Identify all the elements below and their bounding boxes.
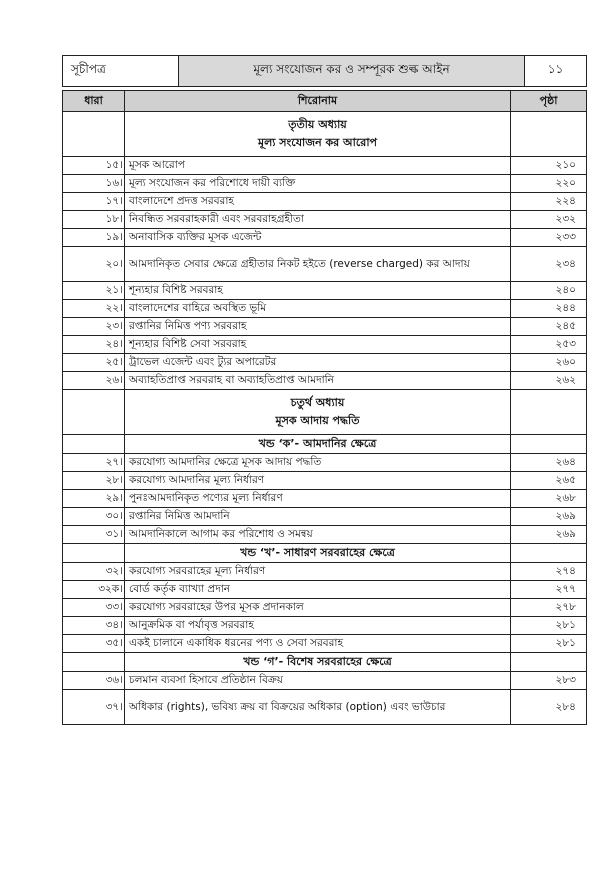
- column-header-page: পৃষ্ঠা: [511, 91, 587, 112]
- part-ka-heading: খন্ড ‘ক’- আমদানির ক্ষেত্রে: [125, 435, 511, 454]
- empty-cell: [511, 112, 587, 157]
- section-title: মূল্য সংযোজন কর পরিশোধে দায়ী ব্যক্তি: [125, 175, 511, 193]
- empty-cell: [63, 390, 125, 435]
- section-title: আমদানিকৃত সেবার ক্ষেত্রে গ্রহীতার নিকট হইতে (reverse charged) কর আদায়: [125, 247, 511, 282]
- empty-cell: [511, 435, 587, 454]
- page-number: ২৪৫: [511, 318, 587, 336]
- chapter-4-heading-row: [63, 390, 587, 435]
- empty-cell: [511, 544, 587, 563]
- section-number: ১৬।: [63, 175, 125, 193]
- chapter-3-heading: [125, 112, 511, 157]
- section-title: অধিকার (rights), ভবিষ্য ক্রয় বা বিক্রয়ের অধিকার (option) এবং ভাউচার: [125, 690, 511, 725]
- page-number: ২৬৯: [511, 508, 587, 526]
- toc-row[interactable]: [63, 300, 587, 318]
- toc-row[interactable]: [63, 193, 587, 211]
- page-number: ২৮৩: [511, 672, 587, 690]
- empty-cell: [63, 544, 125, 563]
- page-number: ২৮৪: [511, 690, 587, 725]
- header-page-number: ১১: [547, 62, 564, 76]
- page-number: ২৬৫: [511, 472, 587, 490]
- section-number: ১৫।: [63, 157, 125, 175]
- toc-header-row: [63, 91, 587, 112]
- page-number: ২১০: [511, 157, 587, 175]
- section-title: চলমান ব্যবসা হিসাবে প্রতিষ্ঠান বিক্রয়: [125, 672, 511, 690]
- part-kha-heading: খন্ড ‘খ’- সাধারণ সরবরাহের ক্ষেত্রে: [125, 544, 511, 563]
- toc-row[interactable]: [63, 211, 587, 229]
- toc-row[interactable]: [63, 617, 587, 635]
- page-number: ২৬৪: [511, 454, 587, 472]
- chapter-3-heading-row: [63, 112, 587, 157]
- page-number: ২৬২: [511, 372, 587, 390]
- page-number: ২৪০: [511, 282, 587, 300]
- toc-row[interactable]: [63, 282, 587, 300]
- section-title: নিবন্ধিত সরবরাহকারী এবং সরবরাহগ্রহীতা: [125, 211, 511, 229]
- page-number: ২৬৯: [511, 526, 587, 544]
- empty-cell: [63, 112, 125, 157]
- section-number: ২৬।: [63, 372, 125, 390]
- chapter-3-number: তৃতীয় অধ্যায়: [288, 118, 347, 131]
- toc-row[interactable]: [63, 508, 587, 526]
- empty-cell: [511, 653, 587, 672]
- toc-row[interactable]: [63, 336, 587, 354]
- column-header-title: শিরোনাম: [125, 91, 511, 112]
- section-number: ১৯।: [63, 229, 125, 247]
- section-number: ৩৩।: [63, 599, 125, 617]
- page-number: ২৪৪: [511, 300, 587, 318]
- toc-row[interactable]: [63, 354, 587, 372]
- toc-row[interactable]: [63, 490, 587, 508]
- column-header-section: ধারা: [63, 91, 125, 112]
- section-number: ২৯।: [63, 490, 125, 508]
- chapter-4-title: মূসক আদায় পদ্ধতি: [275, 414, 360, 427]
- empty-cell: [63, 653, 125, 672]
- toc-row[interactable]: [63, 157, 587, 175]
- section-number: ১৮।: [63, 211, 125, 229]
- page-number: ২৩২: [511, 211, 587, 229]
- header-section-label: সূচীপত্র: [63, 56, 179, 86]
- section-number: ১৭।: [63, 193, 125, 211]
- chapter-3-title: মূল্য সংযোজন কর আরোপ: [257, 136, 378, 149]
- section-title: শূন্যহার বিশিষ্ট সেবা সরবরাহ: [125, 336, 511, 354]
- section-number: ২৫।: [63, 354, 125, 372]
- empty-cell: [511, 390, 587, 435]
- section-title: করযোগ্য সরবরাহের মূল্য নির্ধারণ: [125, 563, 511, 581]
- section-title: আনুক্রমিক বা পর্যাবৃত্ত সরবরাহ: [125, 617, 511, 635]
- section-title: রপ্তানির নিমিত্ত আমদানি: [125, 508, 511, 526]
- toc-row[interactable]: [63, 563, 587, 581]
- section-number: ৩৬।: [63, 672, 125, 690]
- section-title: শূন্যহার বিশিষ্ট সরবরাহ: [125, 282, 511, 300]
- page-number: ২২০: [511, 175, 587, 193]
- section-title: অব্যাহতিপ্রাপ্ত সরবরাহ বা অব্যাহতিপ্রাপ্ত আমদানি: [125, 372, 511, 390]
- section-number: ২৪।: [63, 336, 125, 354]
- chapter-4-number: চতুর্থ অধ্যায়: [290, 396, 345, 409]
- toc-row[interactable]: [63, 526, 587, 544]
- page-number: ২৬৮: [511, 490, 587, 508]
- section-number: ২০।: [63, 247, 125, 282]
- toc-row[interactable]: [63, 175, 587, 193]
- section-title: আমদানিকালে আগাম কর পরিশোধ ও সমন্বয়: [125, 526, 511, 544]
- section-number: ২৩।: [63, 318, 125, 336]
- section-title: ট্রাভেল এজেন্ট এবং ট্যুর অপারেটর: [125, 354, 511, 372]
- section-title: করযোগ্য সরবরাহের উপর মূসক প্রদানকাল: [125, 599, 511, 617]
- section-title: বাংলাদেশে প্রদত্ত সরবরাহ: [125, 193, 511, 211]
- part-ga-heading-row: [63, 653, 587, 672]
- section-title: করযোগ্য আমদানির ক্ষেত্রে মূসক আদায় পদ্ধতি: [125, 454, 511, 472]
- section-number: ২২।: [63, 300, 125, 318]
- section-title: অনাবাসিক ব্যক্তির মূসক এজেন্ট: [125, 229, 511, 247]
- section-title: একই চালানে একাধিক ধরনের পণ্য ও সেবা সরবরাহ: [125, 635, 511, 653]
- section-number: ২৭।: [63, 454, 125, 472]
- toc-row[interactable]: [63, 318, 587, 336]
- section-number: ২১।: [63, 282, 125, 300]
- part-ka-heading-row: [63, 435, 587, 454]
- part-ga-heading: খন্ড ‘গ’- বিশেষ সরবরাহের ক্ষেত্রে: [125, 653, 511, 672]
- section-number: ৩০।: [63, 508, 125, 526]
- section-title: মূসক আরোপ: [125, 157, 511, 175]
- header-book-title: মূল্য সংযোজন কর ও সম্পূরক শুল্ক আইন: [179, 56, 525, 86]
- running-header: [62, 55, 587, 87]
- page-number: ২৮১: [511, 635, 587, 653]
- section-number: ৩৪।: [63, 617, 125, 635]
- toc-row[interactable]: [63, 599, 587, 617]
- section-number: ৩২।: [63, 563, 125, 581]
- section-title: করযোগ্য আমদানির মূল্য নির্ধারণ: [125, 472, 511, 490]
- page-number: ২৭৭: [511, 581, 587, 599]
- section-number: ৩৫।: [63, 635, 125, 653]
- section-number: ৩২ক।: [63, 581, 125, 599]
- page-number: ২২৪: [511, 193, 587, 211]
- table-of-contents: [62, 90, 587, 725]
- section-title: বাংলাদেশের বাহিরে অবস্থিত ভূমি: [125, 300, 511, 318]
- toc-row[interactable]: [63, 454, 587, 472]
- page-number: ২৩৩: [511, 229, 587, 247]
- page-number: ২৬০: [511, 354, 587, 372]
- chapter-4-heading: [125, 390, 511, 435]
- empty-cell: [63, 435, 125, 454]
- toc-row[interactable]: [63, 581, 587, 599]
- toc-row[interactable]: [63, 635, 587, 653]
- section-title: বোর্ড কর্তৃক ব্যাখ্যা প্রদান: [125, 581, 511, 599]
- page-number: ২৭৮: [511, 599, 587, 617]
- toc-row[interactable]: [63, 247, 587, 282]
- page-number: ২৫৩: [511, 336, 587, 354]
- section-number: ৩৭।: [63, 690, 125, 725]
- section-number: ৩১।: [63, 526, 125, 544]
- section-title: পুনঃআমদানিকৃত পণ্যের মূল্য নির্ধারণ: [125, 490, 511, 508]
- page-number: ২৮১: [511, 617, 587, 635]
- page-number: ২৩৪: [511, 247, 587, 282]
- part-kha-heading-row: [63, 544, 587, 563]
- section-title: রপ্তানির নিমিত্ত পণ্য সরবরাহ: [125, 318, 511, 336]
- toc-row[interactable]: [63, 472, 587, 490]
- toc-row[interactable]: [63, 690, 587, 725]
- page-number: ২৭৪: [511, 563, 587, 581]
- section-number: ২৮।: [63, 472, 125, 490]
- toc-row[interactable]: [63, 372, 587, 390]
- toc-row[interactable]: [63, 672, 587, 690]
- toc-row[interactable]: [63, 229, 587, 247]
